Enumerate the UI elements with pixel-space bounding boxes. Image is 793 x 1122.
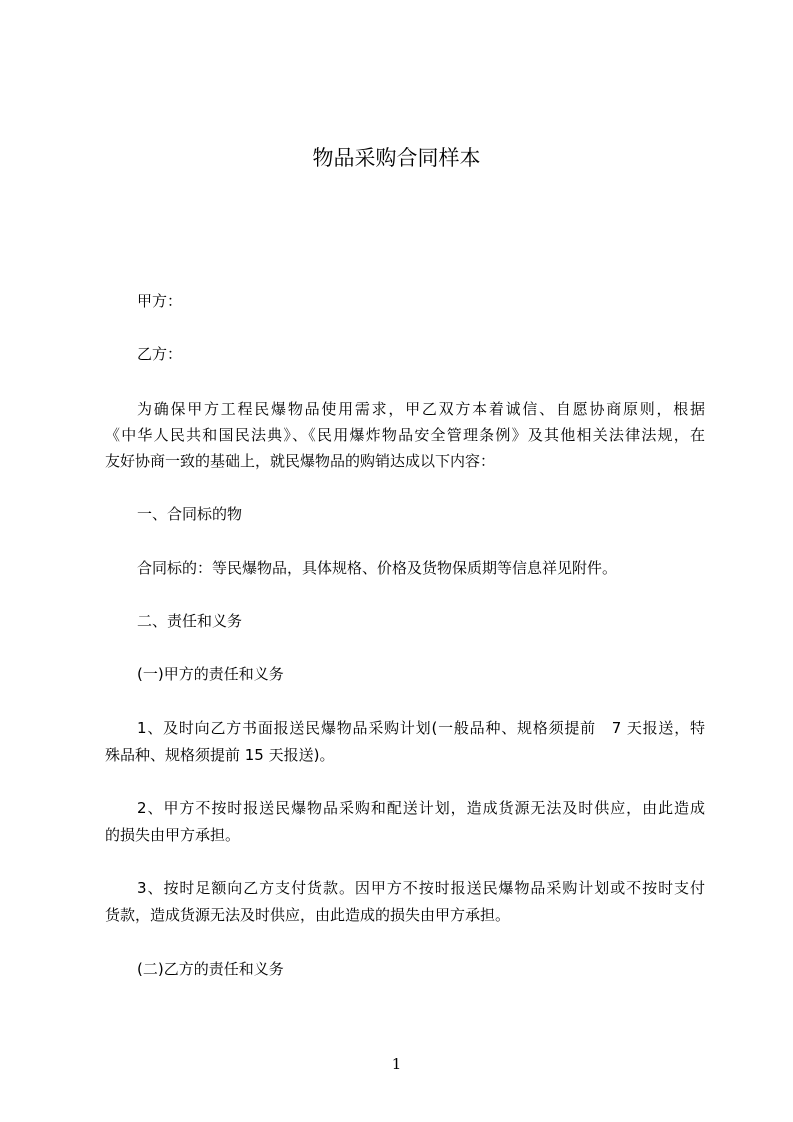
party-b-label: 乙方： — [137, 345, 183, 363]
party-a-duties-heading: (一)甲方的责任和义务 — [137, 665, 284, 683]
document-title: 物品采购合同样本 — [312, 146, 481, 170]
duty-2-line-2: 的损失由甲方承担。 — [105, 826, 241, 844]
section-1-heading: 一、合同标的物 — [137, 505, 243, 523]
intro-line-3: 友好协商一致的基础上，就民爆物品的购销达成以下内容： — [105, 452, 496, 470]
duty-1-line-1: 1、及时向乙方书面报送民爆物品采购计划(一般品种、规格须提前 7 天报送，特 — [137, 719, 705, 737]
duty-1-line-2: 殊品种、规格须提前 15 天报送)。 — [105, 746, 335, 764]
duty-2-line-1: 2、甲方不按时报送民爆物品采购和配送计划，造成货源无法及时供应，由此造成 — [137, 799, 705, 817]
page-number: 1 — [391, 1055, 402, 1073]
intro-line-1: 为确保甲方工程民爆物品使用需求，甲乙双方本着诚信、自愿协商原则，根据 — [137, 400, 705, 418]
party-a-label: 甲方： — [137, 292, 183, 310]
section-2-heading: 二、责任和义务 — [137, 612, 243, 630]
duty-3-line-2: 货款，造成货源无法及时供应，由此造成的损失由甲方承担。 — [105, 906, 511, 924]
intro-line-2: 《中华人民共和国民法典》、《民用爆炸物品安全管理条例》及其他相关法律法规，在 — [105, 426, 705, 444]
duty-3-line-1: 3、按时足额向乙方支付货款。因甲方不按时报送民爆物品采购计划或不按时支付 — [137, 879, 705, 897]
section-1-content: 合同标的：等民爆物品，具体规格、价格及货物保质期等信息祥见附件。 — [137, 559, 618, 577]
party-b-duties-heading: (二)乙方的责任和义务 — [137, 960, 284, 978]
